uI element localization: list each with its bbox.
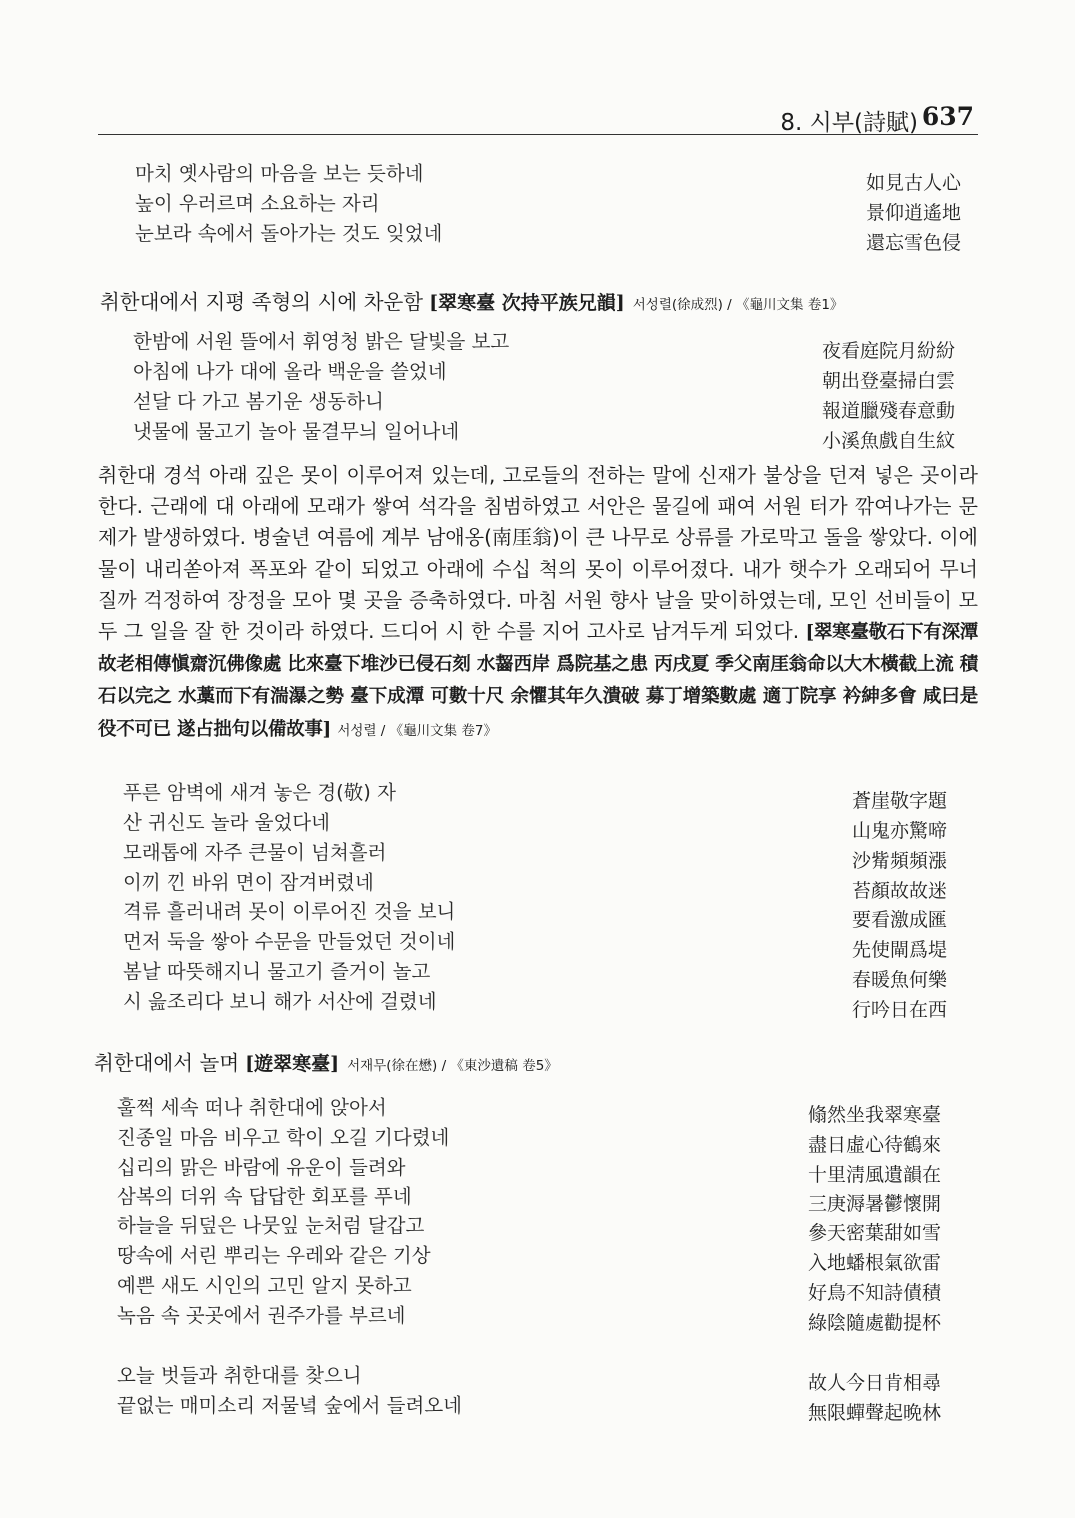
poem-hanja-line: 盡日虛心待鶴來 (808, 1134, 942, 1156)
poem-line: 봄날 따뜻해지니 물고기 즐거이 놀고 (123, 960, 431, 983)
title-author: 서성렬(徐成烈) / 《龜川文集 卷1》 (632, 297, 844, 313)
poem-hanja-line: 好鳥不知詩債積 (808, 1282, 942, 1304)
prose-paragraph (98, 460, 978, 747)
prose-korean: 취한대 경석 아래 깊은 못이 이루어져 있는데, 고로들의 전하는 말에 신재가 불상을 던져 넣은 곳이라 한다. 근래에 대 아래에 모래가 쌓여 석각을 침범하였고 서안은 물길에 패여 서원 터가 깎여나가는 문제가 발생하였다. 병술년 여름에 계부 남애옹(南厓翁)이 큰 나무로 상류를 가로막고 돌을 쌓았다. 이에 물이 내리쏟아져 폭포와 같이 되었고 아래에 수십 척의 못이 이루어졌다. 내가 햇수가 오래되어 무너질까 걱정하여 장정을 모아 몇 곳을 증축하였다. 마침 서원 향사 날을 맞이하였는데, 모인 선비들이 모두 그 일을 잘 한 것이라 하였다. 드디어 시 한 수를 지어 고사로 남겨두게 되었다. (98, 463, 978, 644)
poem-hanja-line: 翛然坐我翠寒臺 (808, 1104, 942, 1126)
poem-hanja-line: 參天密葉甜如雪 (808, 1222, 942, 1244)
poem-line: 높이 우러르며 소요하는 자리 (135, 192, 380, 215)
poem-hanja-line: 蒼崖敬字題 (852, 790, 948, 812)
poem-hanja-line: 十里淸風遺韻在 (808, 1164, 942, 1186)
poem-line: 푸른 암벽에 새겨 놓은 경(敬) 자 (123, 781, 396, 804)
poem-line: 삼복의 더위 속 답답한 회포를 푸네 (117, 1185, 412, 1208)
title-author: 서재무(徐在懋) / 《東沙遺稿 卷5》 (347, 1058, 558, 1074)
poem-hanja-line: 苔顏故故迷 (852, 880, 948, 902)
chapter-title: 8. 시부(詩賦) (780, 110, 918, 136)
poem-hanja-line: 要看激成匯 (852, 909, 948, 931)
poem-hanja-line: 如見古人心 (866, 172, 962, 194)
poem-hanja-line: 朝出登臺掃白雲 (822, 370, 956, 392)
poem-line: 산 귀신도 놀라 울었다네 (123, 811, 330, 834)
poem-line: 격류 흘러내려 못이 이루어진 것을 보니 (123, 900, 456, 923)
poem-line: 하늘을 뒤덮은 나뭇잎 눈처럼 달갑고 (117, 1214, 425, 1237)
poem-line: 냇물에 물고기 놀아 물결무늬 일어나네 (133, 420, 460, 443)
page-number: 637 (921, 102, 974, 131)
poem-line: 한밤에 서원 뜰에서 휘영청 밝은 달빛을 보고 (133, 330, 510, 353)
poem-hanja-line: 小溪魚戲自生紋 (822, 430, 956, 452)
poem-hanja-line: 入地蟠根氣欲雷 (808, 1252, 942, 1274)
poem-line: 훌쩍 세속 떠나 취한대에 앉아서 (117, 1096, 387, 1119)
poem-hanja-line: 先使閘爲堤 (852, 939, 948, 961)
poem-line: 십리의 맑은 바람에 유운이 들려와 (117, 1156, 406, 1179)
poem-hanja-line: 山鬼亦驚啼 (852, 820, 948, 842)
poem-line: 마치 옛사람의 마음을 보는 듯하네 (135, 162, 424, 185)
poem-line: 오늘 벗들과 취한대를 찾으니 (117, 1364, 362, 1387)
poem-hanja-line: 還忘雪色侵 (866, 232, 962, 254)
poem-hanja-line: 景仰逍遙地 (866, 202, 962, 224)
poem-line: 섣달 다 가고 봄기운 생동하니 (133, 390, 384, 413)
poem-hanja-line: 行吟日在西 (852, 999, 948, 1021)
poem-hanja-line: 無限蟬聲起晩林 (808, 1402, 942, 1424)
title-hanja: [翠寒臺 次持平族兄韻] (429, 292, 625, 314)
poem-hanja-line: 春暖魚何樂 (852, 969, 948, 991)
poem-hanja-line: 三庚溽暑鬱懷開 (808, 1193, 942, 1215)
poem-line: 땅속에 서린 뿌리는 우레와 같은 기상 (117, 1244, 431, 1267)
section-title (94, 1046, 558, 1076)
poem-line: 녹음 속 곳곳에서 권주가를 부르네 (117, 1304, 406, 1327)
page-header (98, 104, 978, 135)
poem-line: 아침에 나가 대에 올라 백운을 쓸었네 (133, 360, 447, 383)
prose-source: 서성렬 / 《龜川文集 卷7》 (337, 722, 497, 739)
poem-line: 끝없는 매미소리 저물녘 숲에서 들려오네 (117, 1394, 463, 1417)
section-title (100, 285, 843, 315)
poem-line: 진종일 마음 비우고 학이 오길 기다렸네 (117, 1126, 450, 1149)
poem-hanja-line: 沙觜頻頻漲 (852, 850, 948, 872)
poem-hanja-line: 夜看庭院月紛紛 (822, 340, 956, 362)
prose-hanja: [翠寒臺敬石下有深潭 故老相傳愼齋沉佛像處 比來臺下堆沙已侵石刻 水齧西岸 爲院基之患 丙戌夏 季父南厓翁命以大木橫截上流 積石以完之 水藁而下有湍瀑之勢 臺下成潭 可數十尺 余懼其年久潰破 募丁增築數處 適丁院享 衿紳多會 咸曰是役不可已 遂占拙句以備故事] (98, 622, 978, 740)
poem-line: 이끼 낀 바위 면이 잠겨버렸네 (123, 871, 374, 894)
poem-hanja-line: 故人今日肯相尋 (808, 1372, 942, 1394)
title-korean: 취한대에서 놀며 (94, 1051, 240, 1075)
title-korean: 취한대에서 지평 족형의 시에 차운함 (100, 290, 424, 314)
poem-line: 먼저 둑을 쌓아 수문을 만들었던 것이네 (123, 930, 456, 953)
poem-line: 눈보라 속에서 돌아가는 것도 잊었네 (135, 222, 443, 245)
poem-line: 모래톱에 자주 큰물이 넘쳐흘러 (123, 841, 387, 864)
poem-hanja-line: 綠陰隨處勸提杯 (808, 1312, 942, 1334)
poem-line: 예쁜 새도 시인의 고민 알지 못하고 (117, 1274, 412, 1297)
poem-line: 시 읊조리다 보니 해가 서산에 걸렸네 (123, 990, 437, 1013)
poem-hanja-line: 報道臘殘春意動 (822, 400, 956, 422)
title-hanja: [遊翠寒臺] (245, 1053, 340, 1075)
